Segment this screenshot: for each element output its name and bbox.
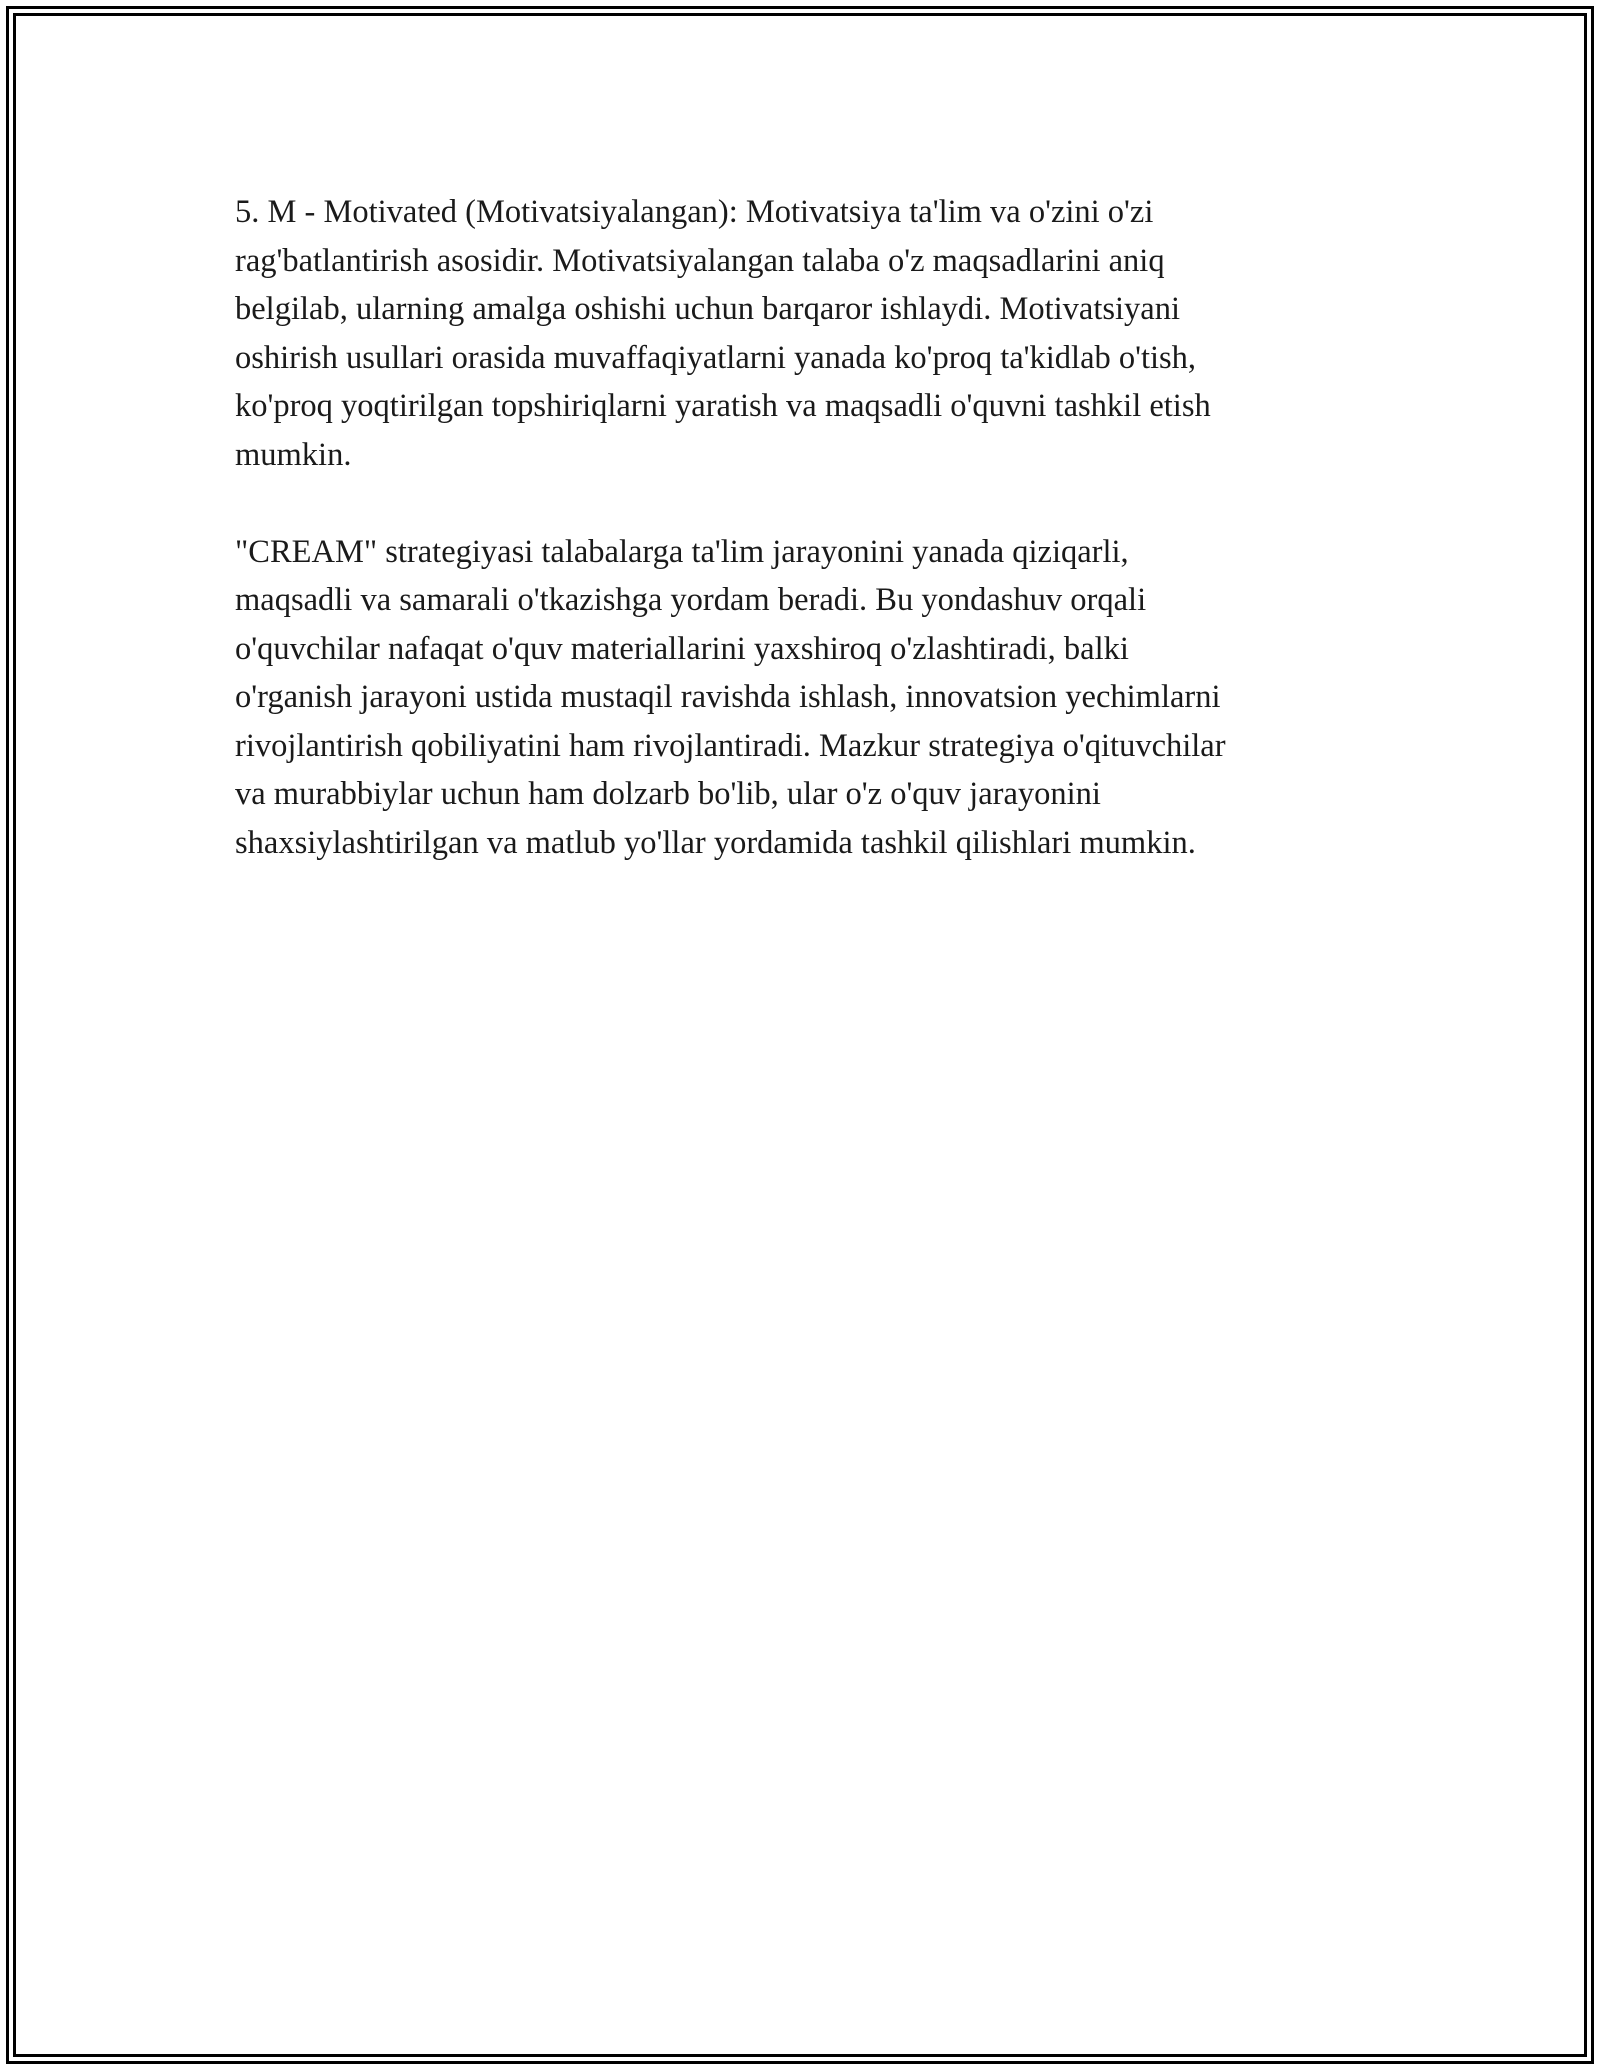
document-body <box>235 188 1365 867</box>
paragraph-cream-strategy: "CREAM" strategiyasi talabalarga ta'lim jarayonini yanada qiziqarli, maqsadli va samarali o'tkazishga yordam beradi. Bu yondashuv orqali o'quvchilar nafaqat o'quv materiallarini yaxshiroq o'zlashtiradi, balki o'rganish jarayoni ustida mustaqil ravishda ishlash, innovatsion yechimlarni rivojlantirish qobiliyatini ham rivojlantiradi. Mazkur strategiya o'qituvchilar va murabbiylar uchun ham dolzarb bo'lib, ular o'z o'quv jarayonini shaxsiylashtirilgan va matlub yo'llar yordamida tashkil qilishlari mumkin. <box>235 533 1226 861</box>
paragraph-motivated: 5. M - Motivated (Motivatsiyalangan): Motivatsiya ta'lim va o'zini o'zi rag'batlantirish asosidir. Motivatsiyalangan talaba o'z maqsadlarini aniq belgilab, ularning amalga oshishi uchun barqaror ishlaydi. Motivatsiyani oshirish usullari orasida muvaffaqiyatlarni yanada ko'proq ta'kidlab o'tish, ko'proq yoqtirilgan topshiriqlarni yaratish va maqsadli o'quvni tashkil etish mumkin. <box>235 194 1211 473</box>
